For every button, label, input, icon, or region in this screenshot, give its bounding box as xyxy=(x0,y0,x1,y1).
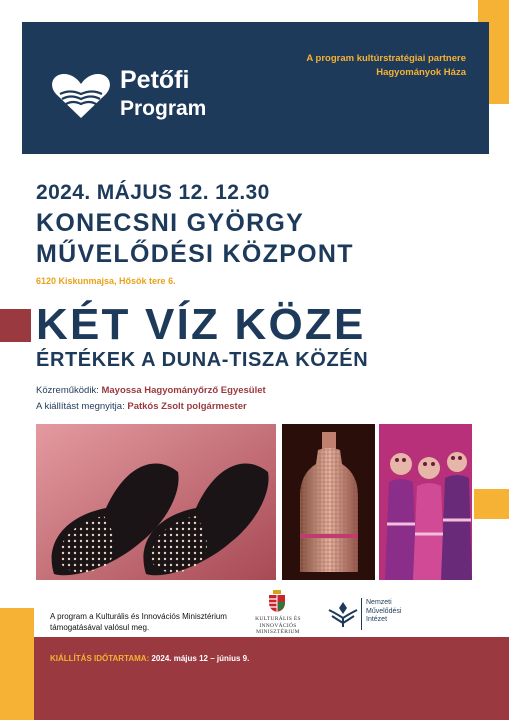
accent-block-left xyxy=(0,309,31,342)
heart-book-icon xyxy=(50,72,112,120)
support-line-2: támogatásával valósul meg. xyxy=(50,622,150,632)
nmi-divider xyxy=(361,598,362,630)
exhibition-title: KÉT VÍZ KÖZE xyxy=(36,300,366,349)
photo-folk-dolls xyxy=(379,424,472,580)
exhibition-duration xyxy=(50,654,249,663)
partner-line-2: Hagyományok Háza xyxy=(376,66,466,78)
venue-name-line-1: KONECSNI GYÖRGY xyxy=(36,209,305,237)
logo-text-program: Program xyxy=(120,97,207,120)
ministry-line-2: MINISZTÉRIUM xyxy=(256,629,300,635)
cooperator-value: Mayossa Hagyományőrző Egyesület xyxy=(101,385,266,396)
nmi-line-2: Művelődési xyxy=(366,607,402,615)
duration-label: KIÁLLÍTÁS IDŐTARTAMA: xyxy=(50,654,150,663)
nmi-line-1: Nemzeti xyxy=(366,599,392,606)
venue-name-line-2: MŰVELŐDÉSI KÖZPONT xyxy=(36,240,354,268)
exhibition-subtitle: ÉRTÉKEK A DUNA-TISZA KÖZÉN xyxy=(36,349,369,371)
cooperator-label: Közreműködik: xyxy=(36,385,99,396)
photo-embroidered-slippers xyxy=(36,424,276,580)
venue-address: 6120 Kiskunmajsa, Hősök tere 6. xyxy=(36,276,176,286)
event-date: 2024. MÁJUS 12. 12.30 xyxy=(36,181,270,204)
cooperator-credit xyxy=(36,385,266,396)
support-text xyxy=(50,612,230,633)
ministry-logo-text xyxy=(240,616,316,636)
photo-woven-bottle xyxy=(282,424,375,580)
partner-info xyxy=(290,52,466,79)
accent-block-right xyxy=(474,489,509,519)
hungarian-coat-of-arms-icon xyxy=(268,590,286,612)
logo-text-petofi: Petőfi xyxy=(120,66,190,94)
support-line-1: A program a Kulturális és Innovációs Minisztérium xyxy=(50,612,227,621)
accent-block-bottom-left xyxy=(0,608,34,720)
nmi-line-3: Intézet xyxy=(366,616,388,623)
ministry-line-1: KULTURÁLIS ÉS INNOVÁCIÓS xyxy=(255,616,301,629)
footer-band xyxy=(34,637,509,720)
opener-label: A kiállítást megnyitja: xyxy=(36,401,125,412)
opener-value: Patkós Zsolt polgármester xyxy=(127,401,247,412)
partner-line-1: A program kultúrstratégiai partnere xyxy=(306,53,466,64)
duration-value: 2024. május 12 – június 9. xyxy=(151,654,250,663)
nmi-logo-text xyxy=(366,599,401,625)
opener-credit xyxy=(36,401,247,412)
nmi-emblem-icon xyxy=(327,600,359,628)
